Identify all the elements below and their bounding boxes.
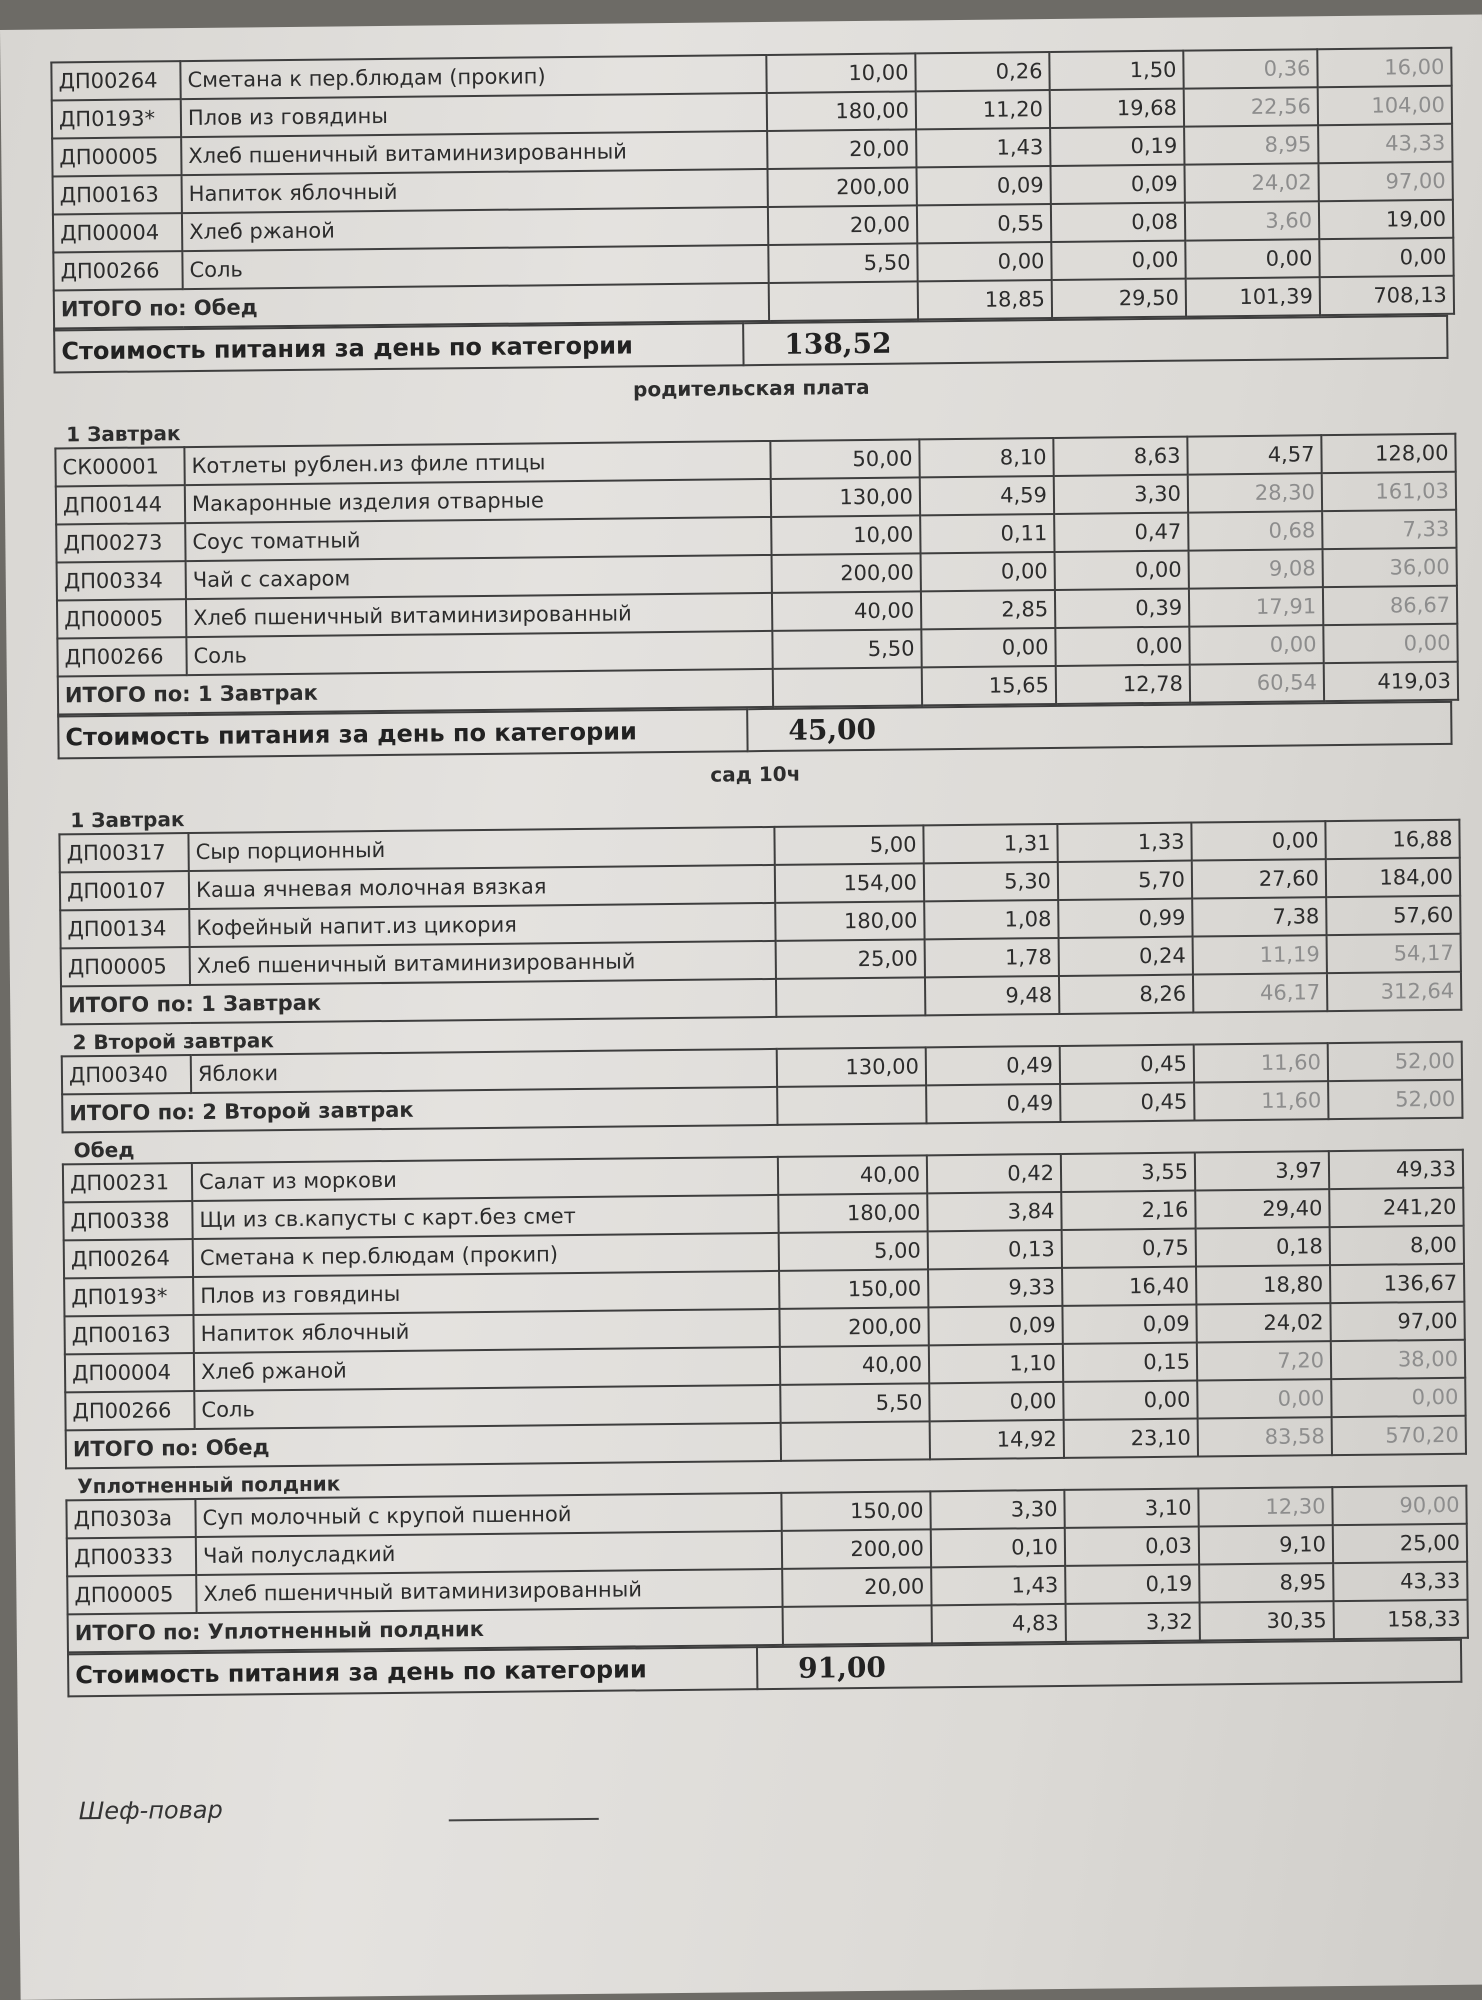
dish-code: ДП0303а xyxy=(66,1499,195,1538)
dish-code: ДП00107 xyxy=(60,871,189,910)
value-3: 11,19 xyxy=(1193,935,1327,974)
dish-weight: 40,00 xyxy=(772,591,921,631)
value-1: 0,09 xyxy=(916,166,1050,205)
dish-weight: 200,00 xyxy=(779,1307,928,1347)
value-1: 9,33 xyxy=(928,1268,1062,1307)
total-label: ИТОГО по: 1 Завтрак xyxy=(61,979,776,1024)
dish-name: Напиток яблочный xyxy=(182,169,768,213)
value-3: 9,08 xyxy=(1189,549,1323,588)
value-2: 0,39 xyxy=(1055,589,1189,628)
value-2: 0,00 xyxy=(1055,627,1189,666)
value-4: 136,67 xyxy=(1330,1264,1464,1303)
section-title: 1 Завтрак xyxy=(66,421,181,447)
value-4: 184,00 xyxy=(1326,858,1460,897)
breakfast-table xyxy=(54,433,1459,716)
value-4: 97,00 xyxy=(1318,162,1452,201)
value-1: 1,31 xyxy=(923,824,1057,863)
dish-code: ДП0193* xyxy=(52,99,181,138)
dish-name: Хлеб пшеничный витаминизированный xyxy=(196,1569,782,1613)
total-value-3: 60,54 xyxy=(1190,663,1324,702)
value-3: 27,60 xyxy=(1192,859,1326,898)
value-3: 17,91 xyxy=(1189,587,1323,626)
value-3: 0,00 xyxy=(1197,1379,1331,1418)
dish-weight: 130,00 xyxy=(777,1047,926,1087)
value-1: 2,85 xyxy=(921,590,1055,629)
value-3: 12,30 xyxy=(1198,1487,1332,1526)
value-2: 0,08 xyxy=(1051,203,1185,242)
value-1: 5,30 xyxy=(924,862,1058,901)
paper-sheet xyxy=(0,14,1482,1999)
total-label: ИТОГО по: Обед xyxy=(54,283,769,328)
value-2: 1,33 xyxy=(1057,823,1191,862)
total-weight-empty xyxy=(773,667,922,707)
dish-name: Соль xyxy=(182,245,768,289)
value-3: 18,80 xyxy=(1196,1265,1330,1304)
dish-weight: 5,00 xyxy=(779,1231,928,1271)
value-4: 52,00 xyxy=(1328,1042,1462,1081)
daily-cost-label: Стоимость питания за день по категории xyxy=(68,1647,757,1696)
daily-cost-value: 91,00 xyxy=(757,1640,1461,1689)
dish-weight: 200,00 xyxy=(772,553,921,593)
dish-weight: 154,00 xyxy=(775,863,924,903)
dish-weight: 40,00 xyxy=(780,1345,929,1385)
value-4: 16,88 xyxy=(1325,820,1459,859)
dish-code: ДП00264 xyxy=(64,1239,193,1278)
total-value-1: 18,85 xyxy=(918,280,1052,319)
total-value-1: 4,83 xyxy=(932,1604,1066,1643)
dish-code: ДП00266 xyxy=(53,251,182,290)
dish-name: Плов из говядины xyxy=(193,1271,779,1315)
dish-weight: 180,00 xyxy=(767,91,916,131)
dish-code: ДП00317 xyxy=(59,833,188,872)
dish-weight: 5,50 xyxy=(772,629,921,669)
dish-code: ДП00005 xyxy=(67,1575,196,1614)
category-title: сад 10ч xyxy=(710,761,801,787)
dish-code: ДП00004 xyxy=(53,213,182,252)
total-weight-empty xyxy=(769,281,918,321)
value-1: 4,59 xyxy=(920,476,1054,515)
dish-weight: 5,00 xyxy=(774,825,923,865)
dish-weight: 150,00 xyxy=(779,1269,928,1309)
value-2: 0,19 xyxy=(1050,127,1184,166)
dish-name: Сметана к пер.блюдам (прокип) xyxy=(193,1233,779,1277)
dish-code: ДП00266 xyxy=(65,1391,194,1430)
section-title: 1 Завтрак xyxy=(70,807,185,833)
value-4: 161,03 xyxy=(1322,472,1456,511)
value-3: 0,00 xyxy=(1191,821,1325,860)
value-2: 1,50 xyxy=(1049,51,1183,90)
value-1: 3,30 xyxy=(930,1490,1064,1529)
value-1: 11,20 xyxy=(916,90,1050,129)
value-4: 49,33 xyxy=(1329,1150,1463,1189)
dish-weight: 200,00 xyxy=(767,167,916,207)
value-3: 8,95 xyxy=(1184,125,1318,164)
total-weight-empty xyxy=(783,1605,932,1645)
value-3: 22,56 xyxy=(1184,87,1318,126)
dish-weight: 25,00 xyxy=(776,939,925,979)
dish-weight: 10,00 xyxy=(766,53,915,93)
menu-document xyxy=(50,47,1463,1826)
value-4: 16,00 xyxy=(1317,48,1451,87)
value-4: 54,17 xyxy=(1327,934,1461,973)
value-4: 0,00 xyxy=(1331,1378,1465,1417)
value-2: 0,47 xyxy=(1054,513,1188,552)
value-1: 1,78 xyxy=(925,938,1059,977)
total-value-3: 83,58 xyxy=(1198,1417,1332,1456)
value-2: 0,00 xyxy=(1063,1381,1197,1420)
dish-code: ДП00340 xyxy=(62,1055,191,1094)
total-value-2: 12,78 xyxy=(1056,665,1190,704)
total-value-2: 23,10 xyxy=(1064,1419,1198,1458)
value-2: 8,63 xyxy=(1053,437,1187,476)
lunch-table-part1 xyxy=(50,47,1455,330)
value-2: 0,00 xyxy=(1055,551,1189,590)
value-2: 0,75 xyxy=(1062,1229,1196,1268)
dish-name: Хлеб ржаной xyxy=(194,1347,780,1391)
dish-name: Хлеб пшеничный витаминизированный xyxy=(181,131,767,175)
value-2: 3,10 xyxy=(1064,1489,1198,1528)
value-1: 0,00 xyxy=(921,628,1055,667)
dish-code: ДП00144 xyxy=(56,485,185,524)
dish-weight: 130,00 xyxy=(771,477,920,517)
dish-name: Хлеб ржаной xyxy=(182,207,768,251)
dish-weight: 20,00 xyxy=(767,129,916,169)
value-4: 86,67 xyxy=(1323,586,1457,625)
section-title: Обед xyxy=(73,1137,135,1163)
value-3: 8,95 xyxy=(1199,1563,1333,1602)
value-3: 0,00 xyxy=(1189,625,1323,664)
dish-weight: 180,00 xyxy=(778,1193,927,1233)
total-value-3: 30,35 xyxy=(1200,1601,1334,1640)
value-1: 8,10 xyxy=(919,438,1053,477)
value-4: 241,20 xyxy=(1329,1188,1463,1227)
dish-name: Соль xyxy=(186,631,772,675)
value-4: 43,33 xyxy=(1333,1562,1467,1601)
dish-code: ДП00273 xyxy=(56,523,185,562)
value-3: 4,57 xyxy=(1187,435,1321,474)
dish-code: ДП0193* xyxy=(64,1277,193,1316)
dish-weight: 10,00 xyxy=(771,515,920,555)
value-1: 0,11 xyxy=(920,514,1054,553)
dish-weight: 20,00 xyxy=(768,205,917,245)
value-3: 0,18 xyxy=(1196,1227,1330,1266)
dish-name: Хлеб пшеничный витаминизированный xyxy=(186,593,772,637)
value-1: 0,10 xyxy=(931,1528,1065,1567)
value-4: 43,33 xyxy=(1318,124,1452,163)
dish-weight: 5,50 xyxy=(780,1383,929,1423)
total-value-2: 0,45 xyxy=(1060,1083,1194,1122)
value-1: 0,26 xyxy=(915,52,1049,91)
value-4: 36,00 xyxy=(1323,548,1457,587)
value-1: 1,43 xyxy=(916,128,1050,167)
value-4: 7,33 xyxy=(1322,510,1456,549)
breakfast-table xyxy=(58,819,1462,1026)
dish-name: Макаронные изделия отварные xyxy=(185,479,771,523)
value-3: 28,30 xyxy=(1188,473,1322,512)
value-3: 0,00 xyxy=(1185,239,1319,278)
value-3: 11,60 xyxy=(1194,1043,1328,1082)
dish-code: ДП00005 xyxy=(57,599,186,638)
value-4: 25,00 xyxy=(1333,1524,1467,1563)
total-value-3: 101,39 xyxy=(1186,277,1320,316)
value-3: 9,10 xyxy=(1199,1525,1333,1564)
total-value-3: 11,60 xyxy=(1194,1081,1328,1120)
value-2: 19,68 xyxy=(1050,89,1184,128)
value-1: 0,00 xyxy=(929,1382,1063,1421)
total-weight-empty xyxy=(777,1085,926,1125)
lunch-table xyxy=(62,1149,1467,1470)
value-2: 0,03 xyxy=(1065,1527,1199,1566)
value-3: 29,40 xyxy=(1195,1189,1329,1228)
value-3: 3,97 xyxy=(1195,1151,1329,1190)
dish-weight: 40,00 xyxy=(778,1155,927,1195)
total-value-4: 708,13 xyxy=(1320,276,1454,315)
total-value-4: 570,20 xyxy=(1332,1416,1466,1455)
total-value-4: 52,00 xyxy=(1328,1080,1462,1119)
value-4: 128,00 xyxy=(1321,434,1455,473)
section-title: 2 Второй завтрак xyxy=(72,1028,274,1055)
total-label: ИТОГО по: 2 Второй завтрак xyxy=(62,1087,777,1132)
total-weight-empty xyxy=(781,1421,930,1461)
value-3: 7,20 xyxy=(1197,1341,1331,1380)
value-4: 8,00 xyxy=(1330,1226,1464,1265)
signature-label: Шеф-повар xyxy=(78,1795,223,1826)
dish-code: ДП00231 xyxy=(63,1163,192,1202)
value-4: 38,00 xyxy=(1331,1340,1465,1379)
dish-name: Сыр порционный xyxy=(188,827,774,871)
total-value-1: 15,65 xyxy=(922,666,1056,705)
value-4: 0,00 xyxy=(1319,238,1453,277)
value-1: 1,43 xyxy=(931,1566,1065,1605)
dish-code: ДП00005 xyxy=(52,137,181,176)
value-1: 0,00 xyxy=(921,552,1055,591)
dish-code: СК00001 xyxy=(55,447,184,486)
value-2: 0,15 xyxy=(1063,1343,1197,1382)
total-value-2: 29,50 xyxy=(1052,279,1186,318)
dish-name: Кофейный напит.из цикория xyxy=(189,903,775,947)
dish-code: ДП00266 xyxy=(57,637,186,676)
value-4: 57,60 xyxy=(1326,896,1460,935)
total-value-1: 9,48 xyxy=(925,976,1059,1015)
dish-code: ДП00334 xyxy=(57,561,186,600)
dish-name: Яблоки xyxy=(191,1049,777,1093)
dish-weight: 5,50 xyxy=(768,243,917,283)
total-value-1: 0,49 xyxy=(926,1084,1060,1123)
value-1: 0,09 xyxy=(928,1306,1062,1345)
total-value-1: 14,92 xyxy=(930,1420,1064,1459)
dish-code: ДП00338 xyxy=(63,1201,192,1240)
value-3: 7,38 xyxy=(1192,897,1326,936)
daily-cost-label: Стоимость питания за день по категории xyxy=(58,709,747,758)
dish-name: Котлеты рублен.из филе птицы xyxy=(184,441,770,485)
second-breakfast-table xyxy=(61,1041,1464,1134)
value-2: 0,45 xyxy=(1060,1045,1194,1084)
dish-name: Салат из моркови xyxy=(192,1157,778,1201)
value-2: 2,16 xyxy=(1061,1191,1195,1230)
dish-name: Каша ячневая молочная вязкая xyxy=(189,865,775,909)
dish-weight: 50,00 xyxy=(770,439,919,479)
dish-weight: 150,00 xyxy=(781,1491,930,1531)
value-2: 3,55 xyxy=(1061,1153,1195,1192)
dish-name: Сметана к пер.блюдам (прокип) xyxy=(180,55,766,99)
value-1: 0,00 xyxy=(917,242,1051,281)
total-weight-empty xyxy=(776,977,925,1017)
value-4: 104,00 xyxy=(1318,86,1452,125)
section-title: Уплотненный полдник xyxy=(77,1471,341,1499)
value-3: 0,36 xyxy=(1183,49,1317,88)
total-label: ИТОГО по: 1 Завтрак xyxy=(58,669,773,714)
total-value-4: 312,64 xyxy=(1327,972,1461,1011)
dish-name: Хлеб пшеничный витаминизированный xyxy=(190,941,776,985)
value-1: 0,49 xyxy=(926,1046,1060,1085)
dish-code: ДП00004 xyxy=(65,1353,194,1392)
value-1: 0,13 xyxy=(928,1230,1062,1269)
value-2: 5,70 xyxy=(1058,861,1192,900)
value-2: 0,09 xyxy=(1062,1305,1196,1344)
category-title: родительская плата xyxy=(632,374,870,402)
value-2: 3,30 xyxy=(1054,475,1188,514)
total-value-4: 158,33 xyxy=(1334,1600,1468,1639)
value-1: 3,84 xyxy=(927,1192,1061,1231)
value-2: 0,09 xyxy=(1050,165,1184,204)
value-1: 0,42 xyxy=(927,1154,1061,1193)
daily-cost-value: 45,00 xyxy=(747,702,1451,751)
dish-name: Соус томатный xyxy=(185,517,771,561)
dish-code: ДП00134 xyxy=(60,909,189,948)
value-2: 0,24 xyxy=(1059,937,1193,976)
dish-name: Соль xyxy=(194,1385,780,1429)
total-label: ИТОГО по: Обед xyxy=(66,1423,781,1468)
value-3: 0,68 xyxy=(1188,511,1322,550)
daily-cost-value: 138,52 xyxy=(743,316,1447,365)
dish-name: Напиток яблочный xyxy=(193,1309,779,1353)
value-2: 0,00 xyxy=(1051,241,1185,280)
total-value-2: 3,32 xyxy=(1066,1603,1200,1642)
value-3: 3,60 xyxy=(1185,201,1319,240)
dish-name: Суп молочный с крупой пшенной xyxy=(195,1493,781,1537)
dish-weight: 180,00 xyxy=(775,901,924,941)
value-3: 24,02 xyxy=(1184,163,1318,202)
signature-line xyxy=(449,1818,599,1822)
dish-code: ДП00264 xyxy=(51,61,180,100)
dish-code: ДП00163 xyxy=(64,1315,193,1354)
total-label: ИТОГО по: Уплотненный полдник xyxy=(68,1607,783,1652)
dish-weight: 20,00 xyxy=(782,1567,931,1607)
dish-name: Плов из говядины xyxy=(181,93,767,137)
total-value-3: 46,17 xyxy=(1193,973,1327,1012)
value-4: 19,00 xyxy=(1319,200,1453,239)
value-2: 16,40 xyxy=(1062,1267,1196,1306)
value-2: 0,19 xyxy=(1065,1565,1199,1604)
dish-weight: 200,00 xyxy=(782,1529,931,1569)
dish-code: ДП00333 xyxy=(67,1537,196,1576)
signature-block xyxy=(69,1783,1464,1826)
value-4: 97,00 xyxy=(1330,1302,1464,1341)
value-4: 0,00 xyxy=(1323,624,1457,663)
value-3: 24,02 xyxy=(1196,1303,1330,1342)
total-value-2: 8,26 xyxy=(1059,975,1193,1014)
daily-cost-label: Стоимость питания за день по категории xyxy=(54,323,743,372)
value-1: 1,08 xyxy=(924,900,1058,939)
dish-name: Чай с сахаром xyxy=(186,555,772,599)
dish-code: ДП00005 xyxy=(61,947,190,986)
value-1: 0,55 xyxy=(917,204,1051,243)
value-4: 90,00 xyxy=(1332,1486,1466,1525)
total-value-4: 419,03 xyxy=(1324,662,1458,701)
snack-table xyxy=(65,1485,1469,1654)
value-1: 1,10 xyxy=(929,1344,1063,1383)
value-2: 0,99 xyxy=(1058,899,1192,938)
dish-code: ДП00163 xyxy=(53,175,182,214)
dish-name: Щи из св.капусты с карт.без смет xyxy=(192,1195,778,1239)
dish-name: Чай полусладкий xyxy=(196,1531,782,1575)
